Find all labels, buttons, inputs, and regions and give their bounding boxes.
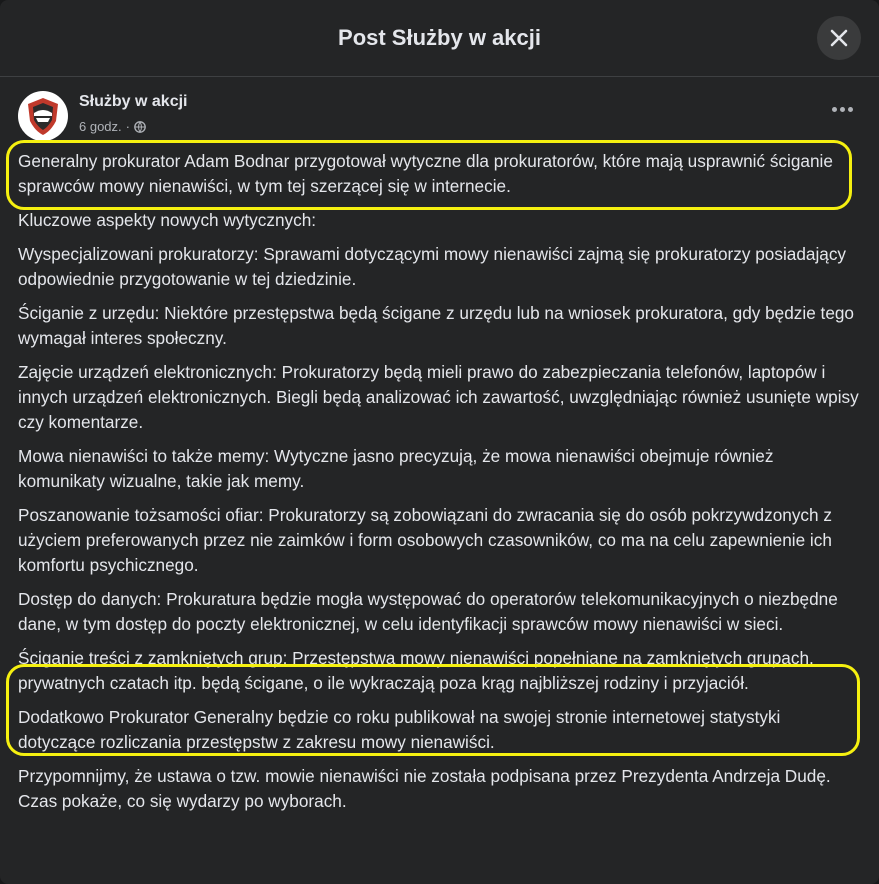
post-paragraph: Zajęcie urządzeń elektronicznych: Prokuratorzy będą mieli prawo do zabezpieczania telefonów, laptopów i innych urządzeń elektronicznych. Biegli będą analizować ich zawartość, uwzględniając również usunięte wpisy czy komentarze.	[18, 362, 859, 432]
police-emblem-icon	[18, 91, 68, 141]
post-paragraph: Przypomnijmy, że ustawa o tzw. mowie nienawiści nie została podpisana przez Prezydenta Andrzeja Dudę. Czas pokaże, co się wydarzy po wyborach.	[18, 766, 831, 811]
post-header	[0, 77, 879, 141]
globe-icon	[134, 121, 146, 133]
more-options-icon	[830, 107, 854, 112]
post-paragraph: Mowa nienawiści to także memy: Wytyczne jasno precyzują, że mowa nienawiści obejmuje również komunikaty wizualne, takie jak memy.	[18, 446, 774, 491]
post-paragraph: Wyspecjalizowani prokuratorzy: Sprawami dotyczącymi mowy nienawiści zajmą się prokuratorzy posiadający odpowiednie przygotowanie w tej dziedzinie.	[18, 244, 847, 289]
post-body	[0, 141, 879, 814]
modal-header	[0, 0, 879, 77]
meta-separator: ·	[125, 119, 130, 134]
post-paragraph: Generalny prokurator Adam Bodnar przygotował wytyczne dla prokuratorów, które mają usprawnić ściganie sprawców mowy nienawiści, w tym tej szerzącej się w internecie.	[18, 151, 833, 196]
post-paragraph: Dostęp do danych: Prokuratura będzie mogła występować do operatorów telekomunikacyjnych o niezbędne dane, w tym dostęp do poczty elektronicznej, w celu identyfikacji sprawców mowy nienawiści w sieci.	[18, 589, 838, 634]
author-name[interactable]: Służby w akcji	[79, 93, 188, 110]
post-paragraph: Poszanowanie tożsamości ofiar: Prokuratorzy są zobowiązani do zwracania się do osób pokrzywdzonych z użyciem preferowanych przez nie zaimków i form osobowych czasowników, co ma na celu zapewnienie ich komfortu psychicznego.	[18, 505, 832, 575]
post-paragraph: Dodatkowo Prokurator Generalny będzie co roku publikował na swojej stronie internetowej statystyki dotyczące rozliczania przestępstw z zakresu mowy nienawiści.	[18, 707, 781, 752]
close-button[interactable]	[817, 16, 861, 60]
post-meta	[79, 119, 146, 134]
post-paragraph: Kluczowe aspekty nowych wytycznych:	[18, 210, 317, 230]
avatar[interactable]	[18, 91, 68, 141]
post-paragraph: Ściganie treści z zamkniętych grup: Przestępstwa mowy nienawiści popełniane na zamkniętych grupach, prywatnych czatach itp. będą ścigane, o ile wykraczają poza krąg najbliższej rodziny i przyjaciół.	[18, 648, 814, 693]
close-icon	[829, 28, 849, 48]
modal-title: Post Służby w akcji	[338, 25, 541, 50]
post-paragraph: Ściganie z urzędu: Niektóre przestępstwa będą ścigane z urzędu lub na wniosek prokuratora, gdy będzie tego wymagał interes społeczny.	[18, 303, 854, 348]
post-time[interactable]: 6 godz.	[79, 119, 122, 134]
more-options-button[interactable]	[827, 97, 857, 121]
